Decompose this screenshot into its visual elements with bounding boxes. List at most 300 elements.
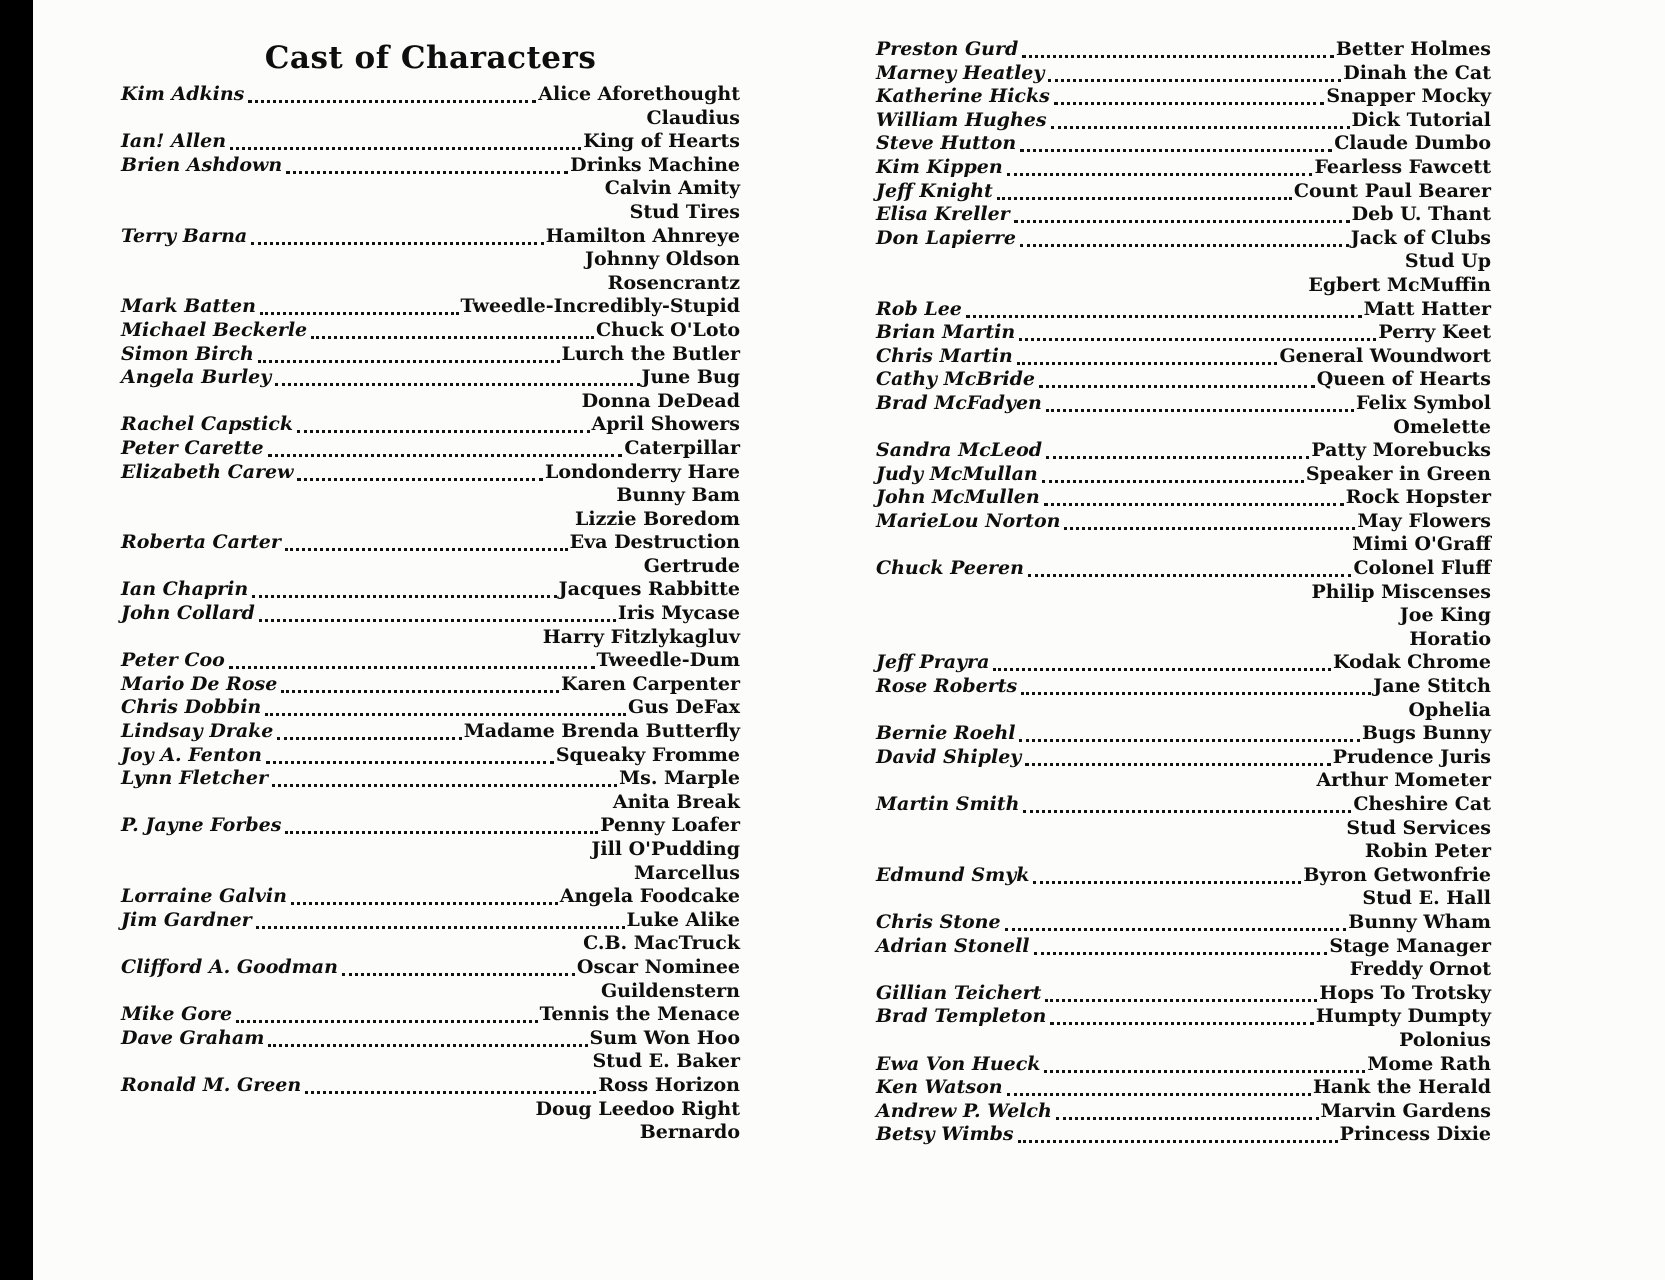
actor-name: Rachel Capstick (121, 413, 293, 436)
actor-name: Lynn Fletcher (121, 767, 269, 790)
cast-row (876, 38, 1491, 62)
cast-row-continuation (121, 272, 740, 296)
cast-row (876, 463, 1491, 487)
cast-row (121, 649, 740, 673)
actor-name: Sandra McLeod (876, 439, 1043, 462)
character-name: Stud Up (1404, 250, 1491, 273)
character-name: General Woundwort (1279, 344, 1491, 367)
character-name: Sum Won Hoo (589, 1026, 740, 1049)
actor-name: Bernie Roehl (876, 722, 1016, 745)
dot-leader (260, 295, 459, 315)
dot-leader (268, 437, 623, 457)
cast-row-continuation (121, 1050, 740, 1074)
cast-row (876, 982, 1491, 1006)
dot-leader (229, 649, 595, 669)
character-name: June Bug (641, 366, 740, 389)
actor-name: Chris Martin (876, 344, 1013, 367)
character-name: Bunny Wham (1348, 910, 1491, 933)
dot-leader (1019, 321, 1376, 341)
character-name: Jacques Rabbitte (558, 578, 740, 601)
dot-leader (966, 298, 1362, 318)
actor-name: Steve Hutton (876, 132, 1017, 155)
character-name: Fearless Fawcett (1314, 155, 1491, 178)
actor-name: P. Jayne Forbes (121, 814, 282, 837)
character-name: Matt Hatter (1363, 297, 1491, 320)
actor-name: Ewa Von Hueck (876, 1052, 1041, 1075)
actor-name: Kim Adkins (121, 83, 245, 105)
cast-row (121, 225, 740, 249)
character-name: Alice Aforethought (538, 83, 740, 105)
actor-name: John Collard (121, 602, 255, 625)
character-name: Freddy Ornot (1349, 958, 1491, 981)
actor-name: Kim Kippen (876, 155, 1003, 178)
character-name: King of Hearts (583, 130, 740, 153)
cast-row-continuation (121, 508, 740, 532)
character-name: Colonel Fluff (1353, 557, 1491, 580)
actor-name: Simon Birch (121, 342, 254, 365)
cast-row (121, 1003, 740, 1027)
cast-row-continuation (121, 555, 740, 579)
character-name: Tweedle-Dum (596, 649, 740, 672)
cast-row-continuation (121, 201, 740, 225)
dot-leader (1042, 463, 1304, 483)
dot-leader (1022, 38, 1334, 58)
page-title: Cast of Characters (264, 40, 597, 76)
character-name: Omelette (1393, 415, 1491, 438)
dot-leader (1007, 1076, 1311, 1096)
character-name: Ross Horizon (598, 1073, 740, 1096)
dot-leader (1048, 62, 1341, 82)
character-name: Humpty Dumpty (1315, 1005, 1491, 1028)
actor-name: Lorraine Galvin (121, 885, 287, 908)
character-name: Hank the Herald (1312, 1076, 1491, 1099)
cast-column-left (121, 40, 740, 1145)
actor-name: Judy McMullan (876, 462, 1038, 485)
dot-leader (230, 130, 581, 150)
dot-leader (256, 909, 625, 929)
cast-row (876, 85, 1491, 109)
actor-name: Brad McFadyen (876, 391, 1042, 414)
character-name: Speaker in Green (1305, 462, 1491, 485)
cast-row-continuation (121, 980, 740, 1004)
dot-leader (1005, 911, 1347, 931)
actor-name: Martin Smith (876, 793, 1020, 815)
actor-name: Clifford A. Goodman (121, 955, 338, 978)
character-name: Princess Dixie (1339, 1123, 1491, 1146)
actor-name: Terry Barna (121, 224, 248, 247)
cast-row (121, 602, 740, 626)
character-name: Doug Leedoo Right (535, 1097, 740, 1120)
character-name: Madame Brenda Butterfly (463, 720, 740, 743)
cast-row-continuation (121, 177, 740, 201)
dot-leader (1045, 982, 1317, 1002)
dot-leader (1046, 392, 1354, 412)
cast-row (121, 130, 740, 154)
actor-name: Peter Coo (121, 649, 225, 672)
cast-row (876, 368, 1491, 392)
dot-leader (1028, 557, 1351, 577)
character-name: Harry Fitzlykagluv (542, 625, 740, 648)
actor-name: Preston Gurd (876, 38, 1019, 60)
character-name: Stud Services (1346, 816, 1491, 839)
character-name: Squeaky Fromme (555, 743, 740, 766)
actor-name: William Hughes (876, 108, 1047, 131)
character-name: Bunny Bam (616, 484, 740, 507)
actor-name: Ian! Allen (121, 130, 227, 153)
character-name: Claude Dumbo (1334, 132, 1491, 155)
character-name: Marvin Gardens (1320, 1099, 1491, 1122)
cast-row (876, 180, 1491, 204)
actor-name: David Shipley (876, 745, 1022, 768)
character-name: Jill O'Pudding (591, 838, 740, 860)
character-name: Iris Mycase (617, 602, 740, 625)
character-name: Queen of Hearts (1316, 368, 1491, 391)
cast-row (121, 319, 740, 343)
cast-row-continuation (876, 533, 1491, 557)
character-name: Mimi O'Graff (1352, 533, 1491, 556)
actor-name: Andrew P. Welch (876, 1099, 1052, 1122)
actor-name: Elizabeth Carew (121, 460, 294, 483)
cast-row (121, 956, 740, 980)
cast-row-continuation (876, 840, 1491, 864)
actor-name: MarieLou Norton (876, 509, 1061, 532)
cast-row-continuation (876, 628, 1491, 652)
cast-row (876, 911, 1491, 935)
actor-name: Angela Burley (121, 366, 272, 389)
cast-row (121, 1027, 740, 1051)
cast-row (876, 1053, 1491, 1077)
cast-row (121, 909, 740, 933)
character-name: Eva Destruction (569, 531, 740, 554)
cast-row-continuation (121, 484, 740, 508)
character-name: Mome Rath (1367, 1052, 1491, 1075)
character-name: Stud E. Baker (592, 1050, 740, 1073)
character-name: Cheshire Cat (1353, 793, 1491, 815)
character-name: Jack of Clubs (1350, 226, 1491, 249)
dot-leader (1017, 345, 1278, 365)
actor-name: Gillian Teichert (876, 981, 1042, 1004)
cast-row-continuation (121, 862, 740, 886)
dot-leader (1056, 1100, 1319, 1120)
dot-leader (1039, 368, 1315, 388)
actor-name: Chris Dobbin (121, 696, 262, 719)
character-name: Hops To Trotsky (1319, 981, 1491, 1004)
dot-leader (342, 956, 575, 976)
character-name: Deb U. Thant (1351, 203, 1491, 226)
cast-row-continuation (121, 390, 740, 414)
cast-row (876, 675, 1491, 699)
actor-name: Ian Chaprin (121, 578, 249, 601)
character-name: Ms. Marple (619, 767, 740, 790)
cast-row (121, 696, 740, 720)
dot-leader (275, 366, 639, 386)
cast-row (121, 366, 740, 390)
cast-row (876, 510, 1491, 534)
dot-leader (266, 744, 554, 764)
actor-name: Michael Beckerle (121, 318, 308, 341)
actor-name: Lindsay Drake (121, 720, 274, 743)
cast-row (121, 1074, 740, 1098)
dot-leader (311, 319, 594, 339)
character-name: Johnny Oldson (585, 248, 740, 271)
cast-row (876, 156, 1491, 180)
cast-row (876, 746, 1491, 770)
dot-leader (281, 673, 559, 693)
dot-leader (297, 461, 542, 481)
dot-leader (1019, 722, 1360, 742)
cast-row (121, 720, 740, 744)
cast-row (876, 793, 1491, 817)
dot-leader (305, 1074, 596, 1094)
character-name: Egbert McMuffin (1308, 273, 1491, 296)
character-name: Count Paul Bearer (1293, 179, 1491, 202)
actor-name: Ronald M. Green (121, 1073, 302, 1096)
actor-name: Cathy McBride (876, 368, 1035, 391)
character-name: Oscar Nominee (576, 955, 740, 978)
cast-row-continuation (876, 958, 1491, 982)
character-name: April Showers (591, 413, 740, 436)
cast-row-continuation (121, 838, 740, 862)
actor-name: Adrian Stonell (876, 934, 1030, 957)
cast-row-continuation (121, 932, 740, 956)
dot-leader (1021, 675, 1371, 695)
cast-row (121, 744, 740, 768)
actor-name: Roberta Carter (121, 531, 281, 554)
cast-row (121, 461, 740, 485)
character-name: Claudius (646, 106, 740, 129)
character-name: Tweedle-Incredibly-Stupid (460, 295, 740, 318)
cast-row (876, 227, 1491, 251)
actor-name: Jeff Prayra (876, 651, 990, 674)
character-name: Rock Hopster (1345, 486, 1491, 509)
character-name: Snapper Mocky (1326, 85, 1491, 108)
character-name: Polonius (1399, 1028, 1491, 1051)
dot-leader (251, 225, 543, 245)
cast-column-right (876, 38, 1491, 1147)
cast-row (876, 132, 1491, 156)
character-name: Anita Break (612, 790, 740, 813)
cast-row (121, 767, 740, 791)
dot-leader (286, 154, 568, 174)
character-name: Donna DeDead (581, 389, 740, 412)
dot-leader (1064, 510, 1355, 530)
character-name: Chuck O'Loto (596, 318, 740, 341)
dot-leader (285, 814, 598, 834)
cast-row (876, 345, 1491, 369)
character-name: Angela Foodcake (559, 885, 740, 908)
dot-leader (258, 343, 560, 363)
character-name: Bernardo (639, 1121, 740, 1144)
cast-row (121, 578, 740, 602)
dot-leader (1007, 156, 1313, 176)
dot-leader (1025, 746, 1330, 766)
character-name: Stage Manager (1329, 934, 1491, 957)
character-name: Stud Tires (629, 200, 740, 223)
dot-leader (259, 602, 616, 622)
cast-row (876, 109, 1491, 133)
cast-row-continuation (876, 416, 1491, 440)
character-name: Perry Keet (1378, 321, 1491, 344)
character-name: Lizzie Boredom (575, 507, 740, 530)
character-name: Londonderry Hare (544, 460, 740, 483)
actor-name: Chris Stone (876, 910, 1001, 933)
character-name: Jane Stitch (1373, 675, 1491, 698)
dot-leader (1023, 793, 1351, 813)
actor-name: Jeff Knight (876, 179, 993, 202)
actor-name: Jim Gardner (121, 908, 252, 931)
character-name: Drinks Machine (570, 153, 740, 176)
character-name: Gertrude (643, 554, 740, 577)
character-name: C.B. MacTruck (583, 932, 740, 955)
cast-row (876, 935, 1491, 959)
dot-leader (1050, 1005, 1314, 1025)
character-name: Marcellus (634, 861, 740, 884)
cast-row-continuation (121, 626, 740, 650)
dot-leader (268, 1027, 587, 1047)
cast-row (121, 295, 740, 319)
cast-row (876, 1123, 1491, 1147)
actor-name: Brad Templeton (876, 1005, 1047, 1028)
cast-row (876, 486, 1491, 510)
cast-row (876, 1076, 1491, 1100)
actor-name: Katherine Hicks (876, 85, 1050, 108)
actor-name: Ken Watson (876, 1076, 1003, 1099)
cast-row (876, 439, 1491, 463)
dot-leader (252, 578, 556, 598)
cast-row (876, 1100, 1491, 1124)
actor-name: Elisa Kreller (876, 203, 1010, 226)
character-name: Stud E. Hall (1362, 887, 1491, 910)
character-name: Horatio (1409, 627, 1491, 650)
character-name: Karen Carpenter (561, 672, 740, 695)
dot-leader (297, 413, 590, 433)
dot-leader (1020, 132, 1332, 152)
actor-name: Marney Heatley (876, 61, 1045, 84)
cast-row-continuation (876, 769, 1491, 793)
cast-row (121, 673, 740, 697)
dot-leader (993, 651, 1331, 671)
character-name: Rosencrantz (607, 271, 740, 294)
cast-row (876, 651, 1491, 675)
character-name: Caterpillar (624, 436, 740, 459)
character-name: Calvin Amity (604, 177, 740, 200)
cast-row (876, 298, 1491, 322)
character-name: Kodak Chrome (1333, 651, 1491, 674)
cast-row (121, 413, 740, 437)
character-name: Ophelia (1408, 698, 1491, 721)
actor-name: Peter Carette (121, 436, 264, 459)
cast-row (121, 343, 740, 367)
dot-leader (1020, 227, 1349, 247)
cast-row (876, 62, 1491, 86)
cast-row-continuation (121, 1121, 740, 1145)
character-name: Penny Loafer (600, 814, 740, 837)
dot-leader (272, 767, 617, 787)
dot-leader (236, 1003, 537, 1023)
dot-leader (265, 696, 626, 716)
character-name: Bugs Bunny (1361, 722, 1491, 745)
character-name: Better Holmes (1335, 38, 1491, 60)
dot-leader (1018, 1123, 1338, 1143)
cast-row-continuation (121, 248, 740, 272)
dot-leader (285, 531, 568, 551)
scan-edge-artifact (0, 0, 33, 1280)
cast-row-continuation (876, 887, 1491, 911)
actor-name: Edmund Smyk (876, 863, 1030, 886)
character-name: Tennis the Menace (539, 1003, 740, 1026)
character-name: Luke Alike (626, 908, 740, 931)
character-name: Robin Peter (1364, 840, 1491, 863)
actor-name: Dave Graham (121, 1026, 265, 1049)
character-name: Gus DeFax (627, 696, 740, 719)
cast-row (876, 203, 1491, 227)
character-name: Joe King (1399, 604, 1491, 627)
character-name: Felix Symbol (1356, 391, 1491, 414)
cast-row (121, 154, 740, 178)
actor-name: Chuck Peeren (876, 557, 1024, 580)
cast-list-left (121, 83, 740, 1145)
cast-row (121, 83, 740, 107)
dot-leader (277, 720, 461, 740)
character-name: Patty Morebucks (1311, 439, 1491, 462)
actor-name: Mark Batten (121, 295, 256, 318)
cast-row (121, 814, 740, 838)
character-name: Philip Miscenses (1311, 580, 1491, 603)
dot-leader (1044, 1053, 1365, 1073)
character-name: Arthur Mometer (1316, 769, 1491, 792)
dot-leader (1014, 203, 1350, 223)
cast-row (121, 885, 740, 909)
character-name: Byron Getwonfrie (1303, 863, 1491, 886)
actor-name: Brian Martin (876, 321, 1016, 344)
actor-name: Joy A. Fenton (121, 743, 262, 766)
cast-row (876, 321, 1491, 345)
cast-row (876, 1005, 1491, 1029)
cast-row-continuation (876, 604, 1491, 628)
cast-row-continuation (876, 581, 1491, 605)
dot-leader (1054, 85, 1325, 105)
actor-name: Betsy Wimbs (876, 1123, 1014, 1146)
cast-row-continuation (121, 107, 740, 131)
cast-row (876, 392, 1491, 416)
actor-name: Rose Roberts (876, 675, 1018, 698)
cast-row (876, 864, 1491, 888)
character-name: Lurch the Butler (561, 342, 740, 365)
dot-leader (1033, 864, 1301, 884)
actor-name: Rob Lee (876, 297, 962, 320)
character-name: Hamilton Ahnreye (545, 224, 740, 247)
actor-name: Mike Gore (121, 1003, 233, 1026)
dot-leader (1034, 935, 1328, 955)
actor-name: Brien Ashdown (121, 153, 283, 176)
dot-leader (1046, 439, 1309, 459)
cast-row-continuation (876, 274, 1491, 298)
cast-row (121, 437, 740, 461)
cast-row-continuation (876, 1029, 1491, 1053)
cast-row-continuation (876, 699, 1491, 723)
dot-leader (997, 180, 1292, 200)
cast-row (121, 531, 740, 555)
cast-row-continuation (121, 791, 740, 815)
cast-list-right (876, 38, 1491, 1147)
character-name: Guildenstern (600, 979, 740, 1002)
actor-name: Mario De Rose (121, 672, 278, 695)
character-name: Dinah the Cat (1343, 61, 1491, 84)
cast-row (876, 557, 1491, 581)
cast-row (876, 722, 1491, 746)
dot-leader (1044, 486, 1344, 506)
actor-name: John McMullen (876, 486, 1040, 509)
